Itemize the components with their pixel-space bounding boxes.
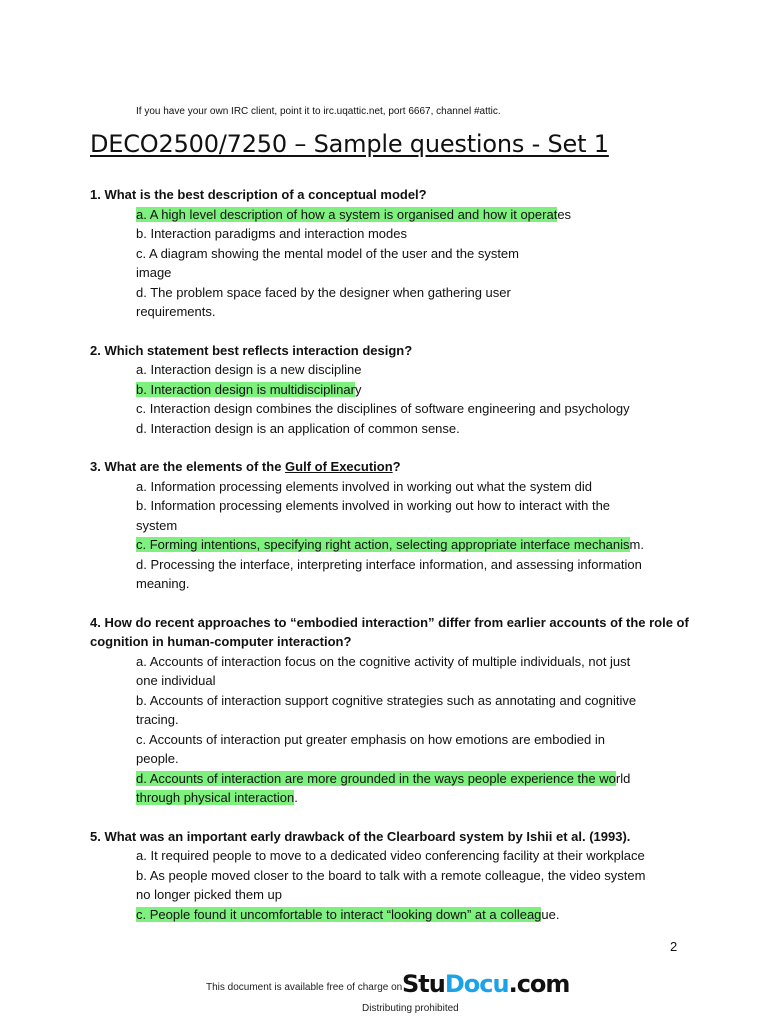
option-c: c. People found it uncomfortable to interact “looking down” at a colleague. xyxy=(136,906,560,922)
option-a: a. Information processing elements involved in working out what the system did xyxy=(136,478,592,494)
option-b: b. Interaction paradigms and interaction modes xyxy=(136,226,407,241)
studocu-logo[interactable]: StuDocu.com xyxy=(402,970,570,998)
option-d: d. The problem space faced by the designer when gathering user requirements. xyxy=(136,284,511,319)
question-2 xyxy=(90,341,710,439)
question-text: 1. What is the best description of a conceptual model? xyxy=(90,187,427,202)
footer-distribution: Distributing prohibited xyxy=(362,1003,459,1014)
option-a: a. It required people to move to a dedicated video conferencing facility at their workplace xyxy=(136,848,645,863)
question-5 xyxy=(90,827,710,925)
question-1 xyxy=(90,185,710,322)
question-3 xyxy=(90,457,710,594)
option-c: c. Accounts of interaction put greater emphasis on how emotions are embodied in people. xyxy=(136,731,605,766)
page-title: DECO2500/7250 – Sample questions - Set 1 xyxy=(90,130,609,158)
question-text: 4. How do recent approaches to “embodied interaction” differ from earlier accounts of the role of cognition in human-computer interaction? xyxy=(90,614,689,649)
option-c: c. Interaction design combines the disciplines of software engineering and psychology xyxy=(136,401,630,416)
option-a: a. Accounts of interaction focus on the cognitive activity of multiple individuals, not just one individual xyxy=(136,653,631,688)
option-d: d. Accounts of interaction are more grounded in the ways people experience the world through physical interaction. xyxy=(136,770,631,805)
footer-availability: This document is available free of charge on xyxy=(206,982,403,993)
option-a: a. A high level description of how a system is organised and how it operates xyxy=(136,206,572,222)
option-a: a. Interaction design is a new discipline xyxy=(136,362,362,377)
question-list xyxy=(90,185,710,943)
question-4 xyxy=(90,613,710,808)
option-d: d. Interaction design is an application of common sense. xyxy=(136,420,460,436)
question-text: 3. What are the elements of the Gulf of Execution? xyxy=(90,459,401,474)
option-b: b. Information processing elements involved in working out how to interact with the system xyxy=(136,498,611,533)
question-text: 2. Which statement best reflects interaction design? xyxy=(90,342,413,358)
option-b: b. As people moved closer to the board to talk with a remote colleague, the video system no longer picked them up xyxy=(136,867,646,902)
option-d: d. Processing the interface, interpreting interface information, and assessing information meaning. xyxy=(136,556,642,591)
irc-note: If you have your own IRC client, point it to irc.uqattic.net, port 6667, channel #attic. xyxy=(136,106,501,117)
gulf-of-execution-term: Gulf of Execution xyxy=(285,459,393,474)
question-text: 5. What was an important early drawback of the Clearboard system by Ishii et al. (1993). xyxy=(90,828,631,844)
option-b: b. Accounts of interaction support cognitive strategies such as annotating and cognitive tracing. xyxy=(136,692,637,727)
option-c: c. A diagram showing the mental model of the user and the system image xyxy=(136,245,519,280)
option-c: c. Forming intentions, specifying right action, selecting appropriate interface mechanism. xyxy=(136,537,644,552)
option-b: b. Interaction design is multidisciplinary xyxy=(136,381,362,397)
page-number: 2 xyxy=(670,939,678,954)
